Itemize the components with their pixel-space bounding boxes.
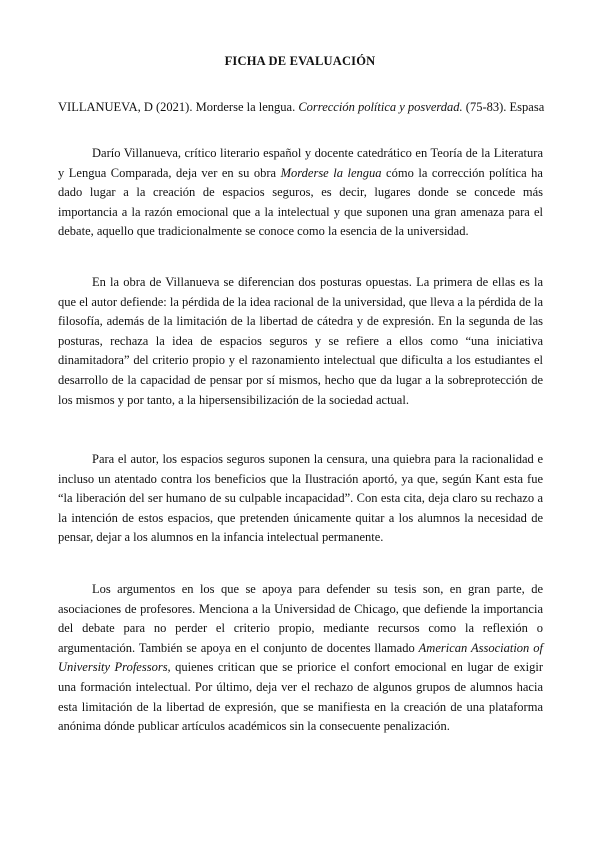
bibliographic-citation [58,100,548,115]
paragraph-1-text-b: cómo la corrección política ha dado lugar a la creación de espacios seguros, es decir, lugares donde se concede más importancia a la razón emocional que a la intelectual y que suponen una gran amenaza para el debate, aquello que tradicionalmente se conoce como la esencia de la universidad. [58,165,543,239]
paragraph-4-association-name: American Association of University Professors, [58,640,543,675]
paragraph-4-text-a: Los argumentos en los que se apoya para defender su tesis son, en gran parte, de asociaciones de profesores. Menciona a la Universidad de Chicago, que defiende la importancia del debate para no perder el criterio propio, mediante recursos como la reflexión o argumentación. También se apoya en el conjunto de docentes llamado [58,582,543,655]
citation-author-title: VILLANUEVA, D (2021). Morderse la lengua. [58,100,299,114]
paragraph-1-text-a: Darío Villanueva, crítico literario español y docente catedrático en Teoría de la Literatura y Lengua Comparada, deja ver en su obra [58,146,543,180]
paragraph-4 [58,580,543,737]
paragraph-4-text-b: quienes critican que se priorice el confort emocional en lugar de exigir una formación intelectual. Por último, deja ver el rechazo de algunos grupos de alumnos hacia esta limitación de la libertad de expresión, que se manifiesta en la creación de una plataforma anónima dónde publicar artículos académicos sin la consecuente penalización. [58,660,543,734]
citation-subtitle: Corrección política y posverdad. [298,100,463,114]
paragraph-3: Para el autor, los espacios seguros suponen la censura, una quiebra para la racionalidad e incluso un atentado contra los beneficios que la Ilustración aportó, ya que, según Kant esta fue “la liberación del ser humano de su culpable incapacidad”. Con esta cita, deja claro su rechazo a la intención de estos espacios, que pretenden únicamente quitar a los alumnos la necesidad de pensar, dejar a los alumnos en la infancia intelectual permanente. [58,452,543,545]
citation-pages-publisher: (75-83). Espasa [462,100,545,114]
paragraph-2: En la obra de Villanueva se diferencian dos posturas opuestas. La primera de ellas es la que el autor defiende: la pérdida de la idea racional de la universidad, que lleva a la pérdida de la filosofía, además de la limitación de la libertad de cátedra y de expresión. En la segunda de las posturas, rechaza la idea de espacios seguros y se refiere a ellos como “una iniciativa dinamitadora” del criterio propio y el razonamiento intelectual que dificulta a los estudiantes el desarrollo de la capacidad de pensar por sí mismos, hecho que da lugar a la sobreprotección de los mismos y por tanto, a la hipersensibilización de la sociedad actual. [58,275,543,407]
paragraph-1 [58,144,543,242]
paragraph-1-book-title: Morderse la lengua [280,165,382,180]
document-title: FICHA DE EVALUACIÓN [224,54,376,68]
